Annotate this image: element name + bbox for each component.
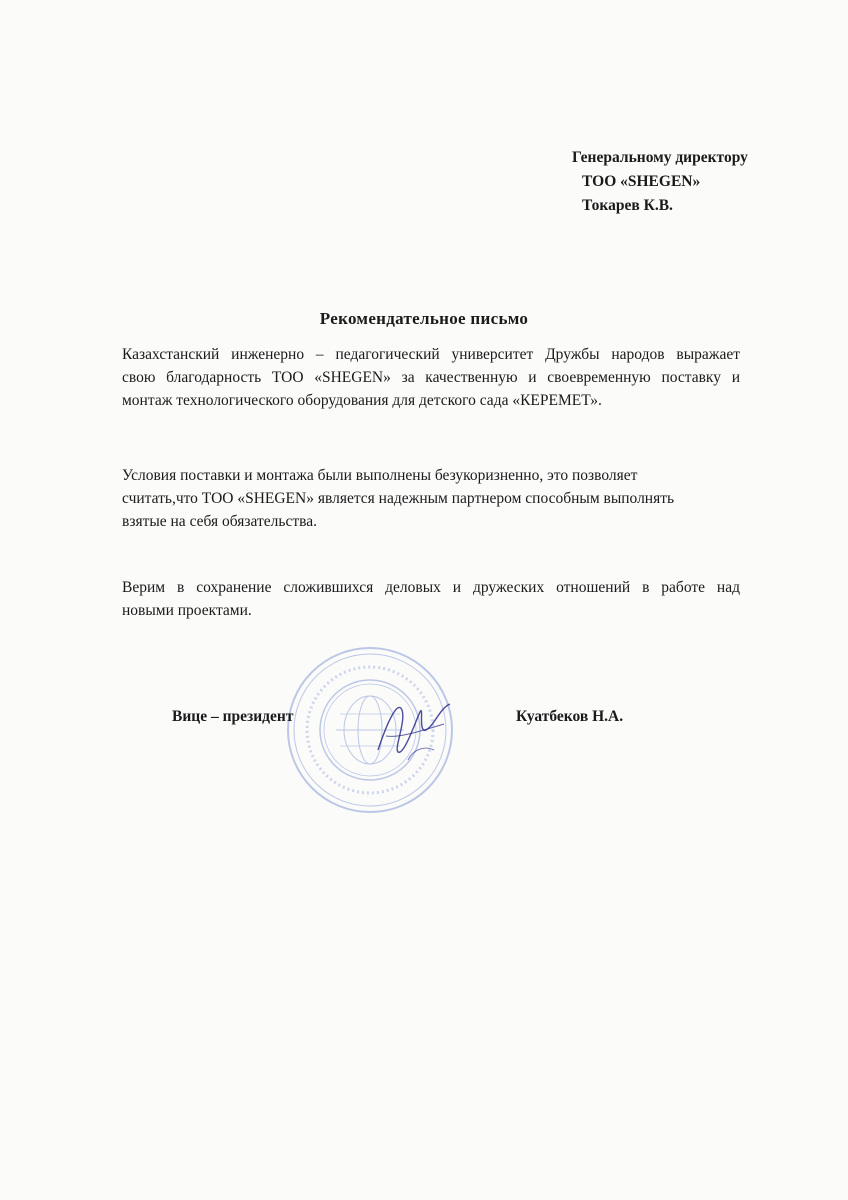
paragraph-line: Условия поставки и монтажа были выполнены безукоризненно, это позволяет (122, 467, 638, 484)
handwritten-signature (368, 690, 458, 770)
paragraph-line: взятые на себя обязательства. (122, 513, 317, 530)
paragraph-future (122, 576, 740, 622)
paragraph-line: монтаж технологического оборудования для детского сада «КЕРЕМЕТ». (122, 392, 602, 409)
paragraph-conditions (122, 464, 740, 533)
addressee-block (572, 146, 748, 218)
letter-title: Рекомендательное письмо (319, 309, 529, 328)
signatory-position: Вице – президент (172, 708, 294, 725)
paragraph-line: Верим в сохранение сложившихся деловых и дружеских отношений в работе над (122, 579, 740, 596)
addressee-name: Токарев К.В. (582, 197, 673, 214)
addressee-title: Генеральному директору (572, 149, 748, 166)
paragraph-line: новыми проектами. (122, 602, 252, 619)
addressee-company: ТОО «SHEGEN» (582, 173, 701, 190)
signatory-name: Куатбеков Н.А. (516, 708, 624, 725)
paragraph-line: свою благодарность ТОО «SHEGEN» за качественную и своевременную поставку и (122, 369, 740, 386)
paragraph-line: считать,что ТОО «SHEGEN» является надежным партнером способным выполнять (122, 490, 675, 507)
paragraph-gratitude (122, 343, 740, 412)
paragraph-line: Казахстанский инженерно – педагогический университет Дружбы народов выражает (122, 346, 740, 363)
